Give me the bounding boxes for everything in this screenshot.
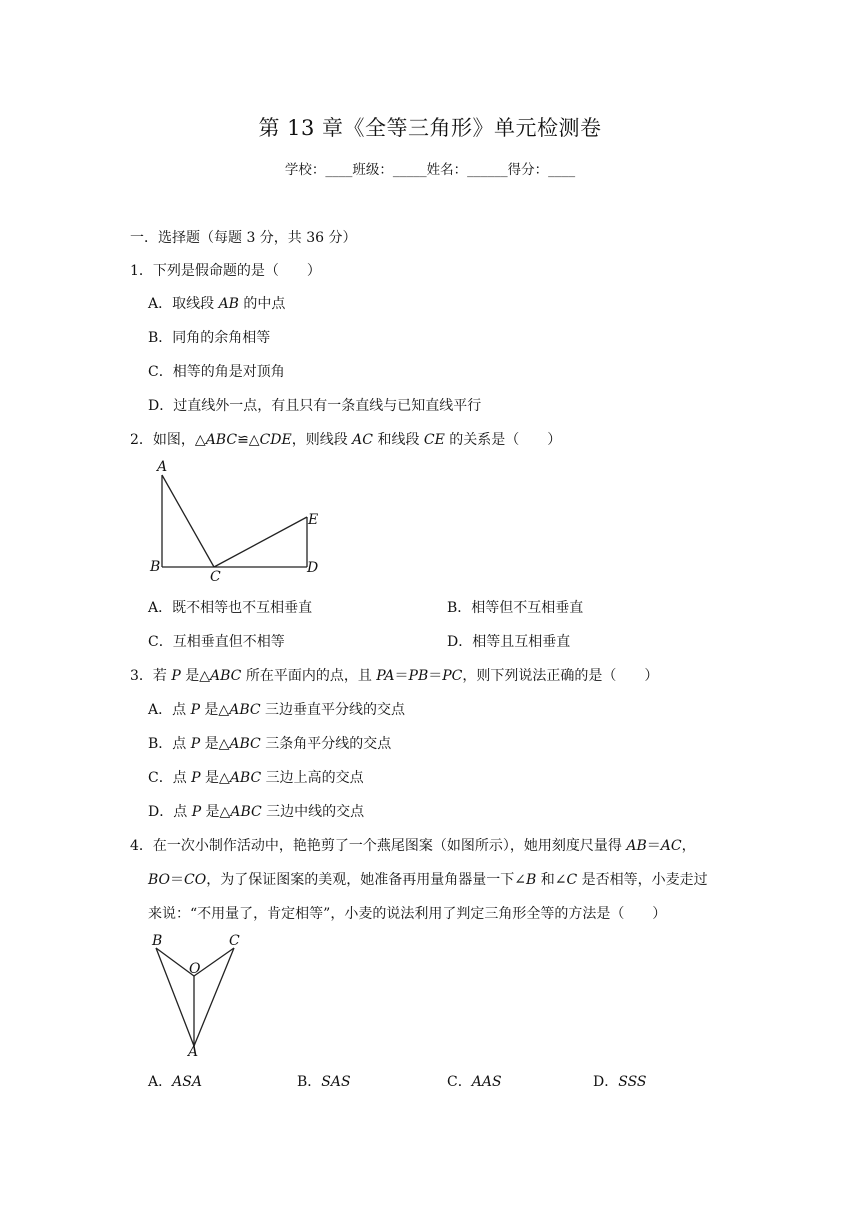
q3-stem: 3．若 P 是△ABC 所在平面内的点，且 PA＝PB＝PC，则下列说法正确的是（ ）: [130, 668, 659, 684]
q2-option-a: A．既不相等也不互相垂直: [148, 600, 313, 616]
q1-option-b: B．同角的余角相等: [148, 330, 271, 346]
q1-stem: 1．下列是假命题的是（ ）: [130, 263, 321, 279]
q1-option-a: A．取线段 AB 的中点: [148, 296, 286, 312]
q4-option-b: B．SAS: [297, 1074, 351, 1090]
label-c: C: [229, 933, 240, 949]
q2-figure: [140, 455, 340, 585]
q4-stem-line1: 4．在一次小制作活动中，艳艳剪了一个燕尾图案（如图所示），她用刻度尺量得 AB＝AC，: [130, 838, 696, 854]
q1-option-d: D．过直线外一点，有且只有一条直线与已知直线平行: [148, 398, 482, 414]
q4-stem-line3: 来说：“不用量了，肯定相等”，小麦的说法利用了判定三角形全等的方法是（ ）: [148, 906, 667, 922]
q3-option-d: D．点 P 是△ABC 三边中线的交点: [148, 804, 365, 820]
label-b: B: [150, 559, 161, 575]
document-title: 第 13 章《全等三角形》单元检测卷: [258, 116, 602, 140]
student-info-line: 学校：____班级：_____姓名：______得分：____: [284, 162, 576, 178]
label-c: C: [210, 569, 221, 585]
label-b: B: [152, 933, 163, 949]
label-a: A: [188, 1044, 199, 1058]
q4-stem-line2: BO＝CO，为了保证图案的美观，她准备再用量角器量一下∠B 和∠C 是否相等，小麦走过: [148, 872, 708, 888]
label-e: E: [308, 512, 319, 528]
q2-stem: 2．如图，△ABC≌△CDE，则线段 AC 和线段 CE 的关系是（ ）: [130, 432, 562, 448]
q2-option-c: C．互相垂直但不相等: [148, 634, 285, 650]
segment-ac: [162, 475, 214, 567]
q4-option-a: A．ASA: [148, 1074, 202, 1090]
section-heading: 一．选择题（每题 3 分，共 36 分）: [130, 230, 357, 246]
q3-option-c: C．点 P 是△ABC 三边上高的交点: [148, 770, 364, 786]
segment-ce: [214, 517, 307, 567]
label-o: O: [189, 961, 201, 977]
q1-option-c: C．相等的角是对顶角: [148, 364, 285, 380]
q2-option-b: B．相等但不互相垂直: [447, 600, 584, 616]
q4-option-c: C．AAS: [447, 1074, 502, 1090]
q3-option-b: B．点 P 是△ABC 三条角平分线的交点: [148, 736, 392, 752]
q4-option-d: D．SSS: [593, 1074, 647, 1090]
label-d: D: [307, 560, 319, 576]
q3-option-a: A．点 P 是△ABC 三边垂直平分线的交点: [148, 702, 406, 718]
q4-figure: [140, 928, 260, 1058]
label-a: A: [157, 459, 168, 475]
q2-option-d: D．相等且互相垂直: [447, 634, 571, 650]
